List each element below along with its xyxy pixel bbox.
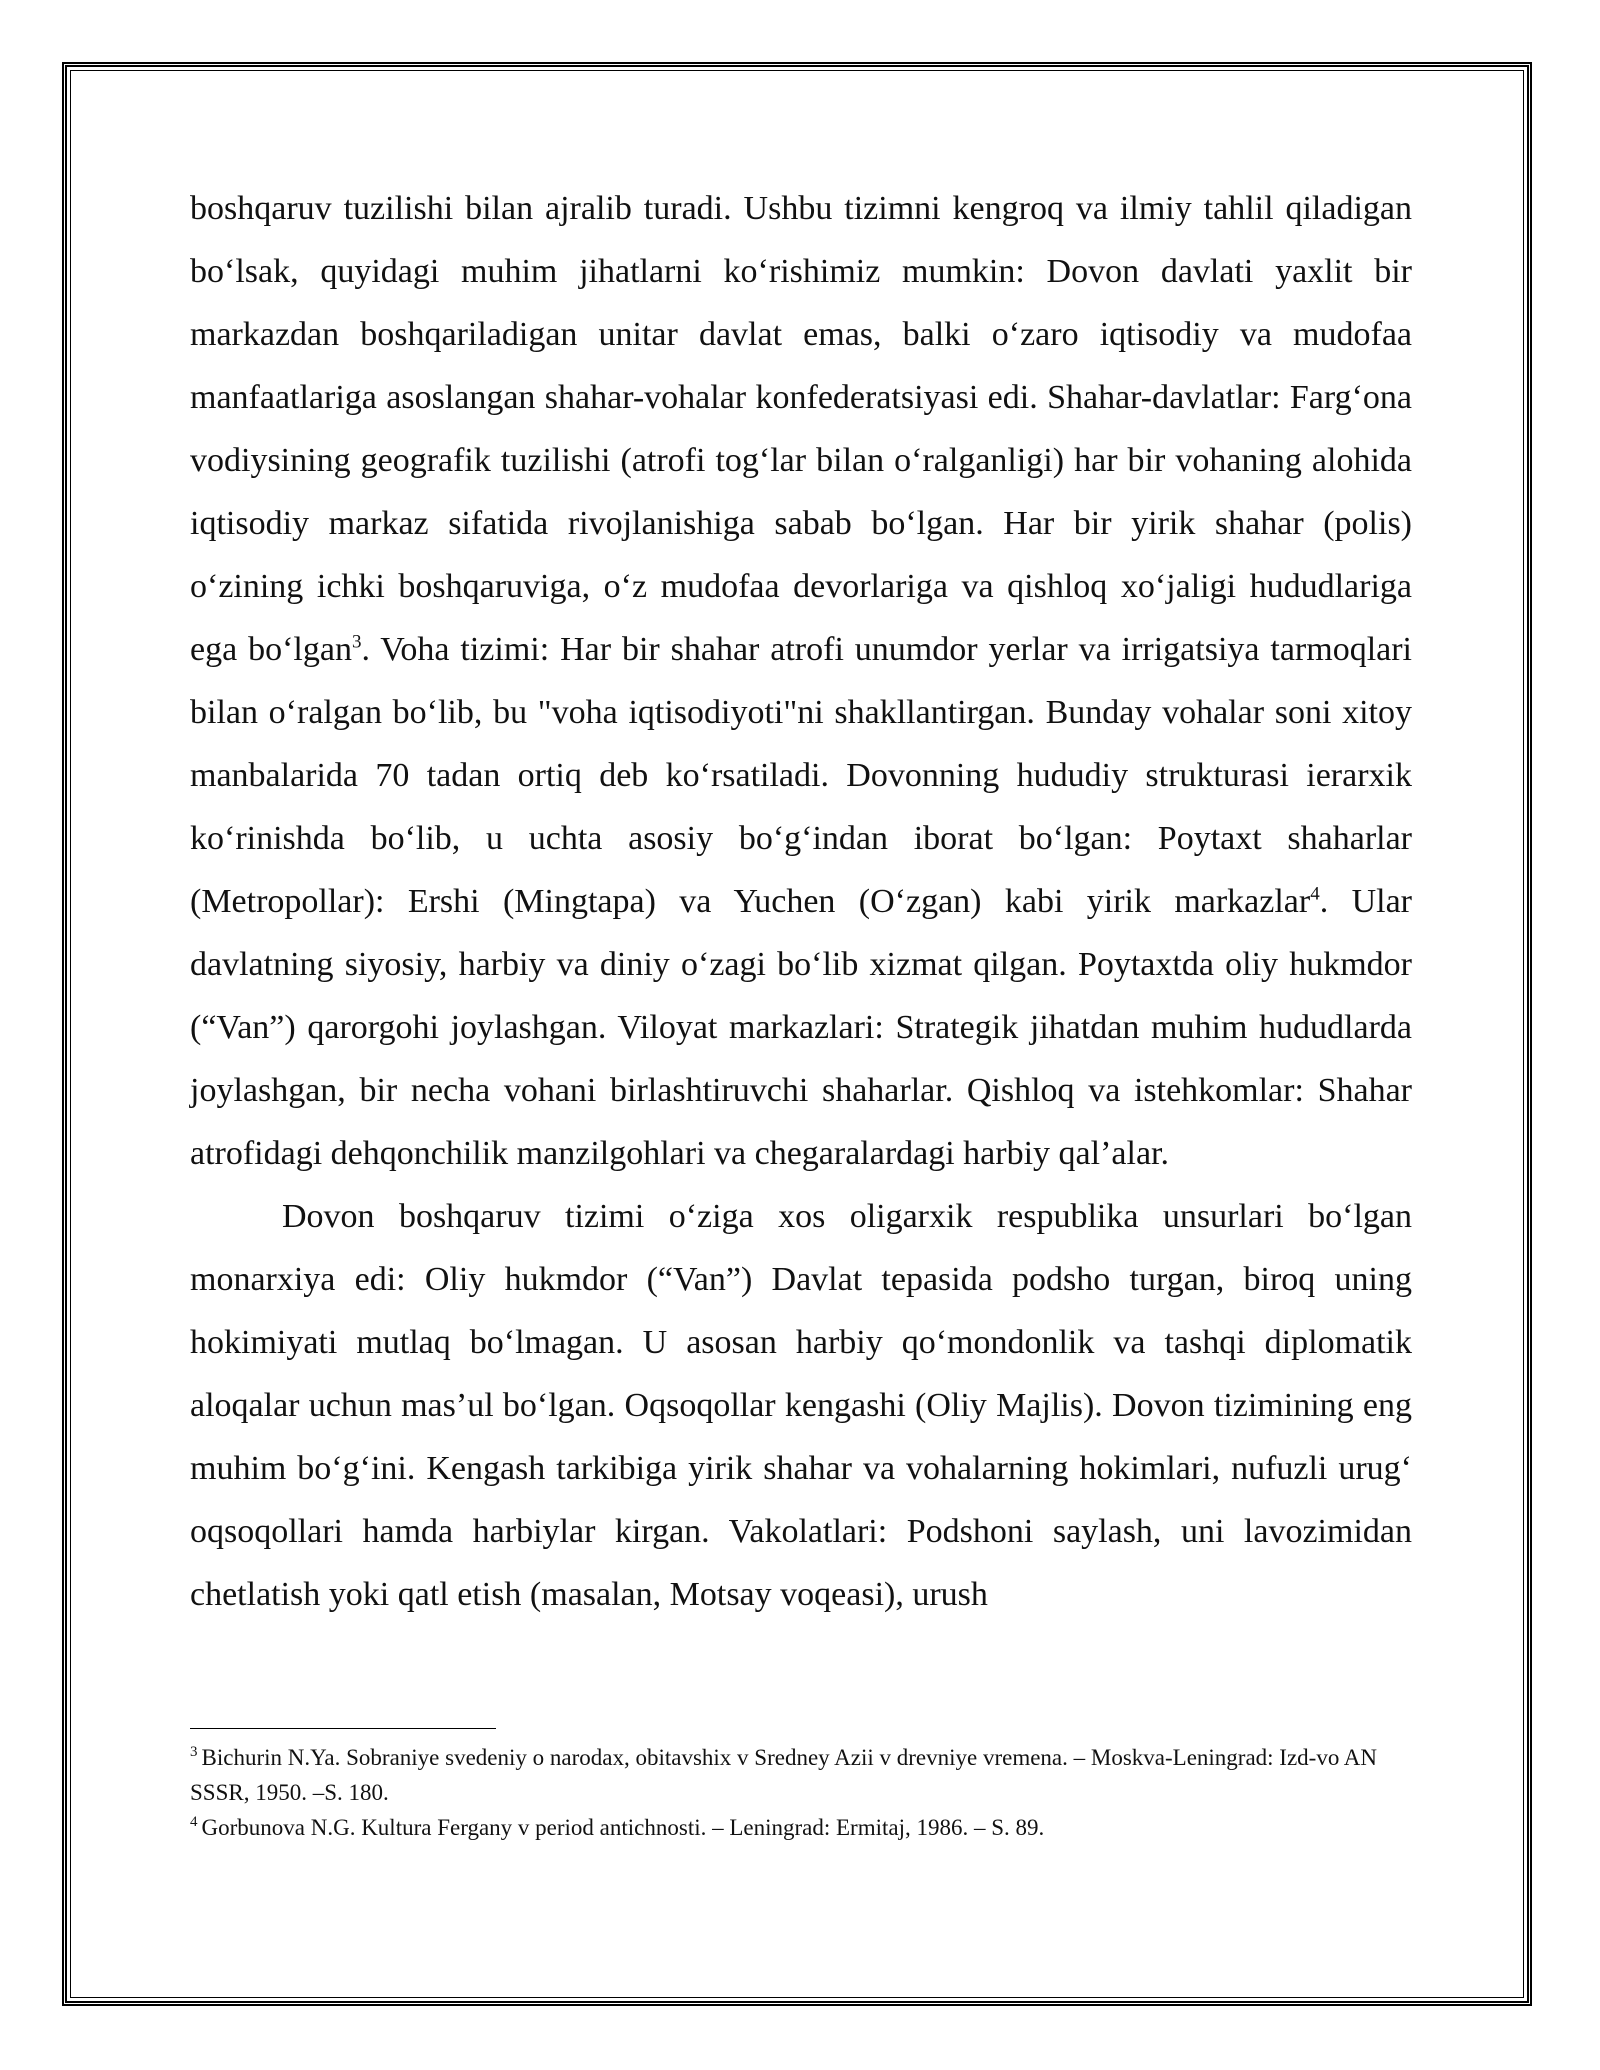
footnote-separator (190, 1728, 496, 1729)
paragraph-1 (190, 177, 1412, 1185)
footnote-number: 4 (190, 1814, 198, 1831)
footnote-3 (190, 1740, 1412, 1810)
footnote-ref-3[interactable]: 3 (351, 631, 362, 653)
paragraph-2: Dovon boshqaruv tizimi o‘ziga xos oligarxik respublika unsurlari bo‘lgan monarxiya edi: Oliy hukmdor (“Van”) Davlat tepasida podsho turgan, biroq uning hokimiyati mutlaq bo‘lmagan. U asosan harbiy qo‘mondonlik va tashqi diplomatik aloqalar uchun mas’ul bo‘lgan. Oqsoqollar kengashi (Oliy Majlis). Dovon tizimining eng muhim bo‘g‘ini. Kengash tarkibiga yirik shahar va vohalarning hokimlari, nufuzli urug‘ oqsoqollari hamda harbiylar kirgan. Vakolatlari: Podshoni saylash, uni lavozimidan chetlatish yoki qatl etish (masalan, Motsay voqeasi), urush (190, 1198, 1412, 1613)
paragraph-1-part-b: . Voha tizimi: Har bir shahar atrofi unumdor yerlar va irrigatsiya tarmoqlari bilan o‘ralgan bo‘lib, bu "voha iqtisodiyoti"ni shakllantirgan. Bunday vohalar soni xitoy manbalarida 70 tadan ortiq deb ko‘rsatiladi. Dovonning hududiy strukturasi ierarxik ko‘rinishda bo‘lib, u uchta asosiy bo‘g‘indan iborat bo‘lgan: Poytaxt shaharlar (Metropollar): Ershi (Mingtapa) va Yuchen (O‘zgan) kabi yirik markazlar (190, 631, 1412, 920)
paragraph-1-part-c: . Ular davlatning siyosiy, harbiy va diniy o‘zagi bo‘lib xizmat qilgan. Poytaxtda oliy hukmdor (“Van”) qarorgohi joylashgan. Viloyat markazlari: Strategik jihatdan muhim hududlarda joylashgan, bir necha vohani birlashtiruvchi shaharlar. Qishloq va istehkomlar: Shahar atrofidagi dehqonchilik manzilgohlari va chegaralardagi harbiy qal’alar. (190, 883, 1412, 1172)
footnote-ref-4[interactable]: 4 (1310, 883, 1320, 905)
paragraph-1-part-a: boshqaruv tuzilishi bilan ajralib turadi. Ushbu tizimni kengroq va ilmiy tahlil qiladigan bo‘lsak, quyidagi muhim jihatlarni ko‘rishimiz mumkin: Dovon davlati yaxlit bir markazdan boshqariladigan unitar davlat emas, balki o‘zaro iqtisodiy va mudofaa manfaatlariga asoslangan shahar-vohalar konfederatsiyasi edi. Shahar-davlatlar: Farg‘ona vodiysining geografik tuzilishi (atrofi tog‘lar bilan o‘ralganligi) har bir vohaning alohida iqtisodiy markaz sifatida rivojlanishiga sabab bo‘lgan. Har bir yirik shahar (polis) o‘zining ichki boshqaruviga, o‘z mudofaa devorlariga va qishloq xo‘jaligi hududlariga ega bo‘lgan (190, 190, 1412, 668)
footnotes (190, 1740, 1412, 1845)
footnote-text: Gorbunova N.G. Kultura Fergany v period antichnosti. – Leningrad: Ermitaj, 1986. – S. 89. (201, 1815, 1045, 1840)
footnote-number: 3 (190, 1744, 198, 1761)
footnote-4 (190, 1810, 1412, 1845)
footnote-text: Bichurin N.Ya. Sobraniye svedeniy o narodax, obitavshix v Sredney Azii v drevniye vremena. – Moskva-Leningrad: Izd-vo AN SSSR, 1950. –S. 180. (190, 1745, 1378, 1805)
body-text (190, 177, 1412, 1626)
